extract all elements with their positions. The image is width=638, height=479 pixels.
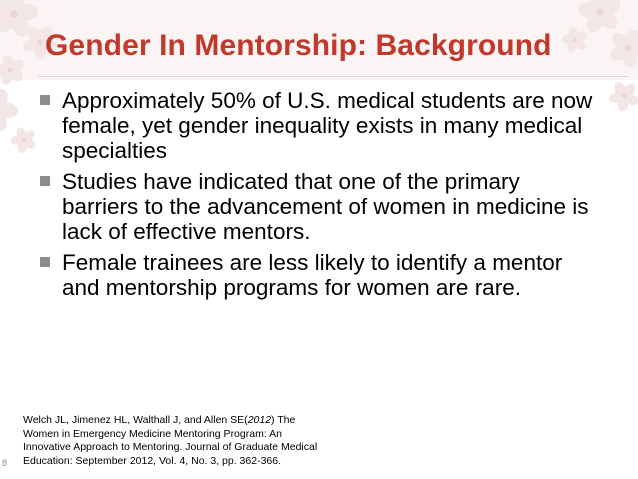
bullet-item [40, 88, 600, 163]
square-bullet-icon [40, 257, 50, 267]
bullet-item [40, 250, 600, 300]
citation [23, 414, 323, 468]
citation-year: 2012 [247, 414, 272, 426]
title-divider [38, 76, 628, 77]
square-bullet-icon [40, 95, 50, 105]
bullet-text: Approximately 50% of U.S. medical students are now female, yet gender inequality exists in many medical specialties [62, 88, 593, 163]
bullet-item [40, 169, 600, 244]
citation-details: ) The Women in Emergency Medicine Mentoring Program: An Innovative Approach to Mentoring. Journal of Graduate Medical Education: September 2012, Vol. 4, No. 3, pp. 362-366. [23, 414, 318, 467]
bullet-list [40, 88, 600, 306]
bullet-text: Studies have indicated that one of the primary barriers to the advancement of women in medicine is lack of effective mentors. [62, 169, 589, 244]
bullet-text: Female trainees are less likely to identify a mentor and mentorship programs for women are rare. [62, 250, 563, 300]
slide-title: Gender In Mentorship: Background [45, 29, 552, 62]
citation-authors: Welch JL, Jimenez HL, Walthall J, and Allen SE( [23, 414, 248, 426]
square-bullet-icon [40, 176, 50, 186]
slide-number: 8 [2, 458, 8, 468]
